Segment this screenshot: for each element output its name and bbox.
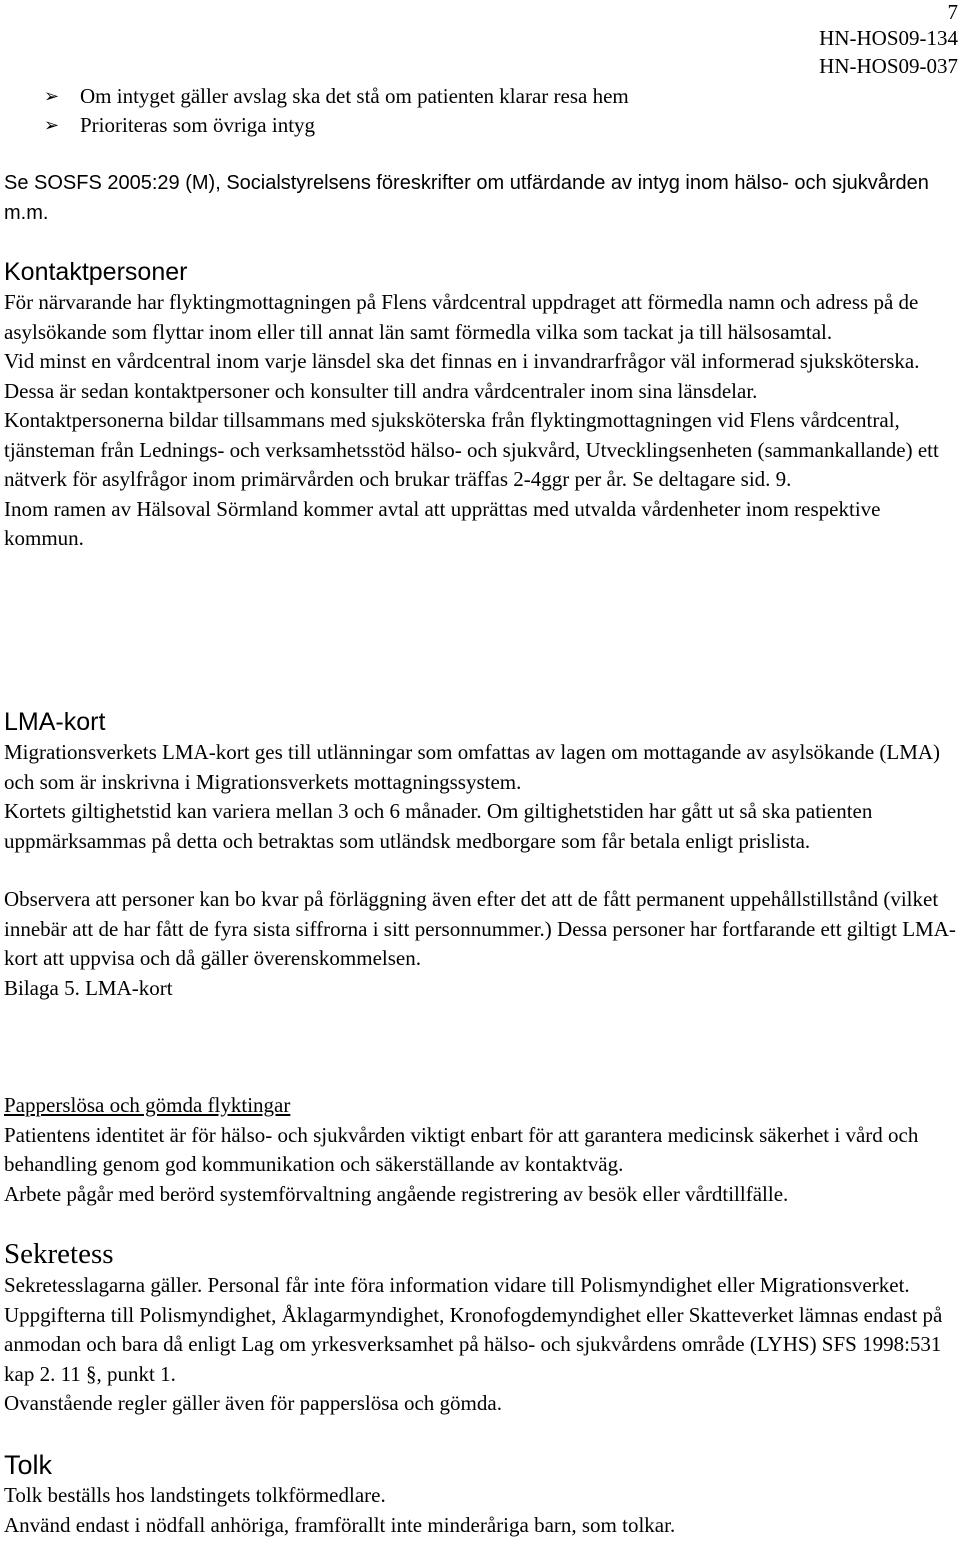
doc-id: HN-HOS09-134: [819, 26, 958, 50]
paragraph: Bilaga 5. LMA-kort: [4, 975, 173, 1000]
paragraph: Migrationsverkets LMA-kort ges till utlänningar som omfattas av lagen om mottagande av asylsökande (LMA) och som är inskrivna i Migrationsverkets mottagningssystem.: [4, 740, 941, 794]
paragraph: Kortets giltighetstid kan variera mellan 3 och 6 månader. Om giltighetstiden har gått ut så ska patienten uppmärksammas på detta och betraktas som utländsk medborgare som får betala enligt prislista.: [4, 799, 873, 853]
list-item-text: Prioriteras som övriga intyg: [80, 113, 316, 137]
section-heading: Papperslösa och gömda flyktingar: [4, 1093, 291, 1117]
paragraph: Kontaktpersonerna bildar tillsammans med sjuksköterska från flyktingmottagningen vid Flens vårdcentral, tjänsteman från Lednings- och verksamhetsstöd hälso- och sjukvård, Utvecklingsenheten (sammankallande) ett nätverk för asylfrågor inom primärvården och brukar träffas 2-4ggr per år. Se deltagare sid. 9.: [4, 408, 939, 491]
page-header: [819, 0, 958, 80]
paragraph: Använd endast i nödfall anhöriga, framförallt inte minderåriga barn, som tolkar.: [4, 1512, 676, 1537]
section-lma-kort: [4, 706, 959, 1003]
paragraph: För närvarande har flyktingmottagningen på Flens vårdcentral uppdraget att förmedla namn och adress på de asylsökande som flyttar inom eller till annat län samt förmedla vilka som tackat ja till hälsosamtal.: [4, 290, 919, 344]
bullet-list: [44, 82, 629, 140]
section-heading: Sekretess: [4, 1238, 114, 1270]
list-item: [44, 82, 629, 111]
section-tolk: [4, 1449, 959, 1540]
section-heading: LMA-kort: [4, 708, 106, 736]
section-kontaktpersoner: [4, 256, 959, 554]
section-papperslosa: [4, 1091, 959, 1209]
paragraph: Ovanstående regler gäller även för papperslösa och gömda.: [4, 1391, 502, 1415]
paragraph: Inom ramen av Hälsoval Sörmland kommer avtal att upprättas med utvalda vårdenheter inom respektive kommun.: [4, 496, 881, 550]
paragraph: Patientens identitet är för hälso- och sjukvården viktigt enbart för att garantera medicinsk säkerhet i vård och behandling genom god kommunikation och säkerställande av kontaktväg.: [4, 1122, 919, 1176]
list-item: [44, 111, 629, 140]
page-number: 7: [947, 0, 958, 24]
paragraph: Vid minst en vårdcentral inom varje länsdel ska det finnas en i invandrarfrågor väl informerad sjuksköterska. Dessa är sedan kontaktpersoner och konsulter till andra vårdcentraler inom sina länsdelar.: [4, 349, 920, 403]
section-heading: Kontaktpersoner: [4, 258, 188, 286]
paragraph: Observera att personer kan bo kvar på förläggning även efter det att de fått permanent uppehållstillstånd (vilket innebär att de har fått de fyra sista siffrorna i sitt personnummer.) Dessa personer har fortfarande ett giltigt LMA-kort att uppvisa och då gäller överenskommelsen.: [4, 887, 956, 970]
sosfs-text: Se SOSFS 2005:29 (M), Socialstyrelsens föreskrifter om utfärdande av intyg inom hälso- och sjukvården m.m.: [4, 172, 929, 224]
paragraph: Sekretesslagarna gäller. Personal får inte föra information vidare till Polismyndighet eller Migrationsverket. Uppgifterna till Polismyndighet, Åklagarmyndighet, Kronofogdemyndighet eller Skatteverket lämnas endast på anmodan och bara då enligt Lag om yrkesverksamhet på hälso- och sjukvårdens område (LYHS) SFS 1998:531 kap 2. 11 §, punkt 1.: [4, 1273, 943, 1386]
paragraph: Tolk beställs hos landstingets tolkförmedlare.: [4, 1483, 386, 1507]
list-item-text: Om intyget gäller avslag ska det stå om patienten klarar resa hem: [80, 84, 629, 108]
sosfs-reference: [4, 168, 959, 228]
section-heading: Tolk: [4, 1450, 53, 1480]
paragraph: Arbete pågår med berörd systemförvaltning angående registrering av besök eller vårdtillfälle.: [4, 1181, 789, 1206]
doc-id: HN-HOS09-037: [819, 54, 958, 78]
arrow-bullet-icon: ➢: [44, 115, 60, 136]
section-sekretess: [4, 1237, 959, 1419]
arrow-bullet-icon: ➢: [44, 86, 60, 107]
